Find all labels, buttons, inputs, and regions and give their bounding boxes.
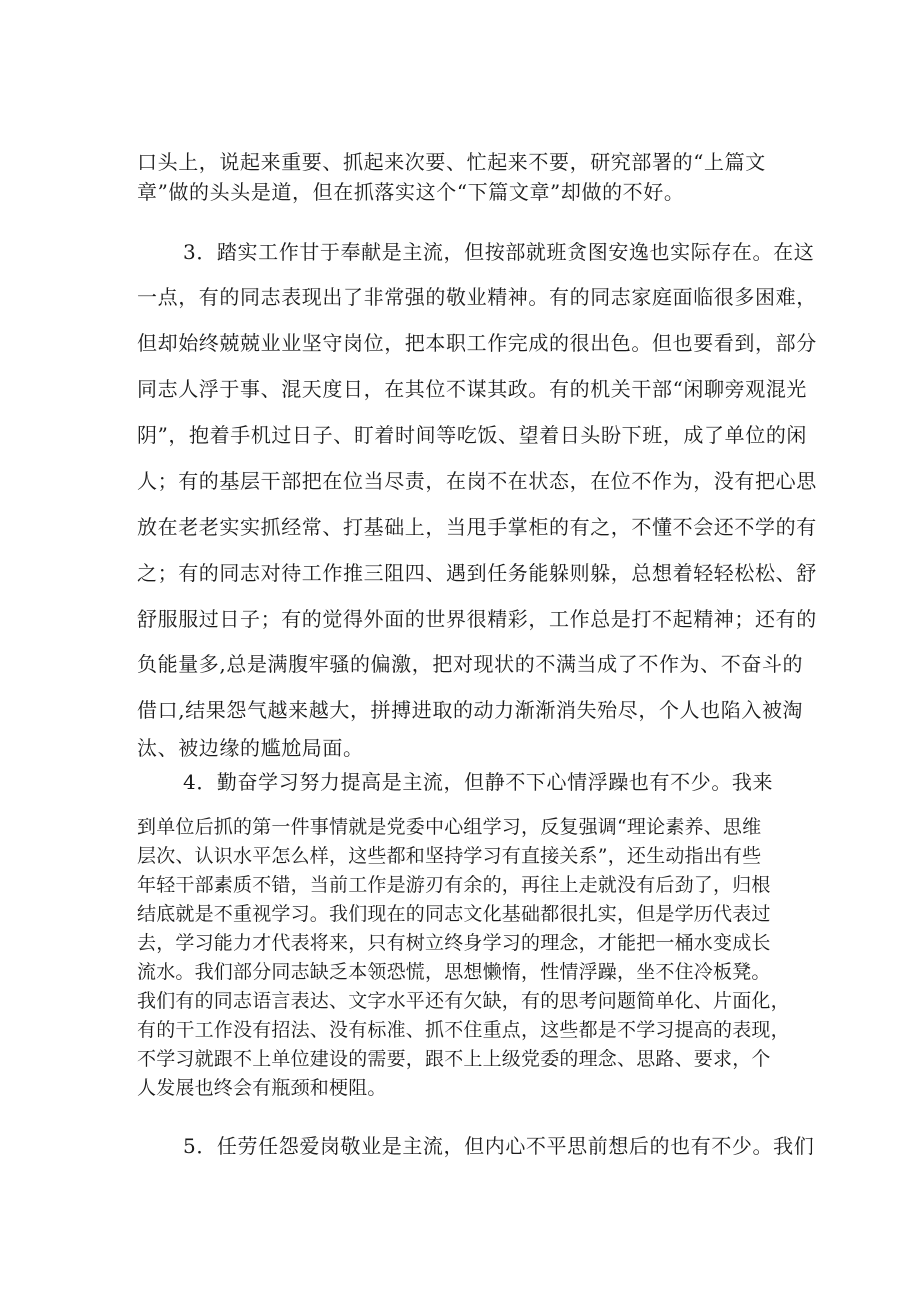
text-line: 3．踏实工作甘于奉献是主流，但按部就班贪图安逸也实际存在。在这 — [183, 240, 815, 264]
text-line: 去，学习能力才代表将来，只有树立终身学习的理念，才能把一桶水变成长 — [137, 932, 771, 954]
text-line: 到单位后抓的第一件事情就是党委中心组学习，反复强调“理论素养、思维 — [137, 816, 762, 838]
text-line: 借口,结果怨气越来越大，拼搏进取的动力渐渐消失殆尽，个人也陷入被淘 — [137, 698, 804, 722]
text-line: 章”做的头头是道，但在抓落实这个“下篇文章”却做的不好。 — [137, 180, 685, 204]
text-line: 舒服服过日子；有的觉得外面的世界很精彩，工作总是打不起精神；还有的 — [137, 607, 817, 631]
text-line: 同志人浮于事、混天度日，在其位不谋其政。有的机关干部“闲聊旁观混光 — [137, 377, 808, 401]
text-line: 一点，有的同志表现出了非常强的敬业精神。有的同志家庭面临很多困难， — [137, 285, 817, 309]
text-line: 人；有的基层干部把在位当尽责，在岗不在状态，在位不作为，没有把心思 — [137, 469, 817, 493]
text-line: 5．任劳任怨爱岗敬业是主流，但内心不平思前想后的也有不少。我们 — [183, 1134, 815, 1158]
text-line: 阴”，抱着手机过日子、盯着时间等吃饭、望着日头盼下班，成了单位的闲 — [137, 423, 808, 447]
text-line: 负能量多,总是满腹牢骚的偏激，把对现状的不满当成了不作为、不奋斗的 — [137, 652, 804, 676]
text-line: 汰、被边缘的尴尬局面。 — [137, 736, 364, 760]
text-line: 年轻干部素质不错，当前工作是游刃有余的，再往上走就没有后劲了，归根 — [137, 874, 771, 896]
text-line: 流水。我们部分同志缺乏本领恐慌，思想懒惰，性情浮躁，坐不住冷板凳。 — [137, 961, 771, 983]
text-line: 结底就是不重视学习。我们现在的同志文化基础都很扎实，但是学历代表过 — [137, 903, 771, 925]
text-line: 之；有的同志对待工作推三阻四、遇到任务能躲则躲，总想着轻轻松松、舒 — [137, 561, 817, 585]
text-line: 不学习就跟不上单位建设的需要，跟不上上级党委的理念、思路、要求，个 — [137, 1048, 771, 1070]
text-line: 放在老老实实抓经常、打基础上，当甩手掌柜的有之，不懂不会还不学的有 — [137, 515, 817, 539]
text-line: 但却始终兢兢业业坚守岗位，把本职工作完成的很出色。但也要看到，部分 — [137, 331, 817, 355]
text-line: 有的干工作没有招法、没有标准、抓不住重点，这些都是不学习提高的表现， — [137, 1019, 790, 1041]
text-line: 口头上，说起来重要、抓起来次要、忙起来不要，研究部署的“上篇文 — [137, 150, 766, 174]
text-line: 层次、认识水平怎么样，这些都和坚持学习有直接关系”，还生动指出有些 — [137, 845, 762, 867]
text-line: 4．勤奋学习努力提高是主流，但静不下心情浮躁也有不少。我来 — [183, 770, 774, 794]
text-line: 我们有的同志语言表达、文字水平还有欠缺，有的思考问题简单化、片面化， — [137, 990, 790, 1012]
text-line: 人发展也终会有瓶颈和梗阻。 — [137, 1077, 387, 1099]
